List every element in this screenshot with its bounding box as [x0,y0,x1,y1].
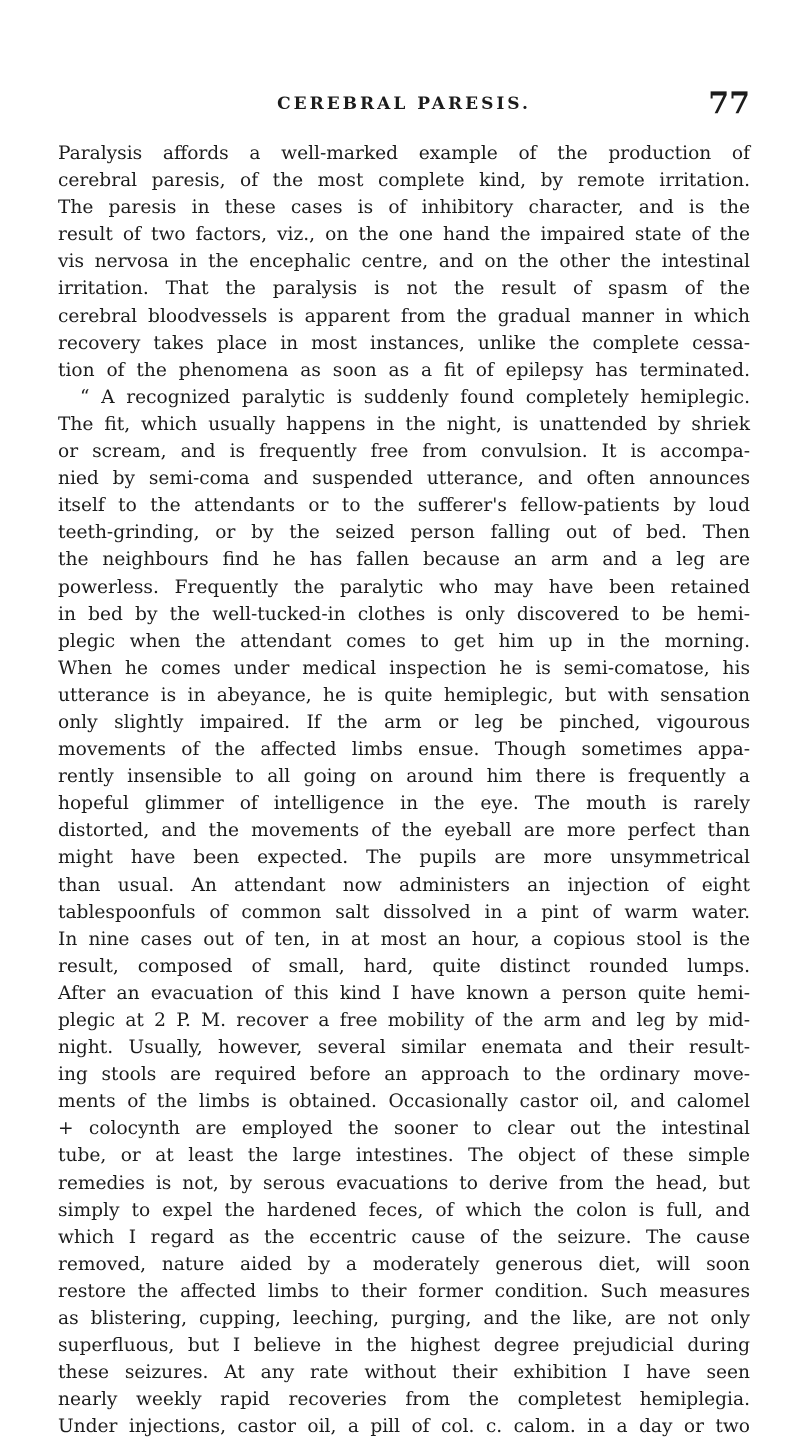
text-line: cerebral paresis, of the most complete kind, by remote irritation. [58,170,750,192]
text-line: removed, nature aided by a moderately generous diet, will soon [58,1253,750,1275]
text-line: in bed by the well-tucked-in clothes is only discovered to be hemi- [58,603,750,625]
text-line: recovery takes place in most instances, unlike the complete cessa- [58,332,750,354]
text-line: tube, or at least the large intestines. The object of these simple [58,1145,750,1167]
text-line: as blistering, cupping, leeching, purging, and the like, are not only [58,1308,750,1330]
text-line: itself to the attendants or to the sufferer's fellow-patients by loud [58,495,750,517]
text-line: these seizures. At any rate without their exhibition I have seen [58,1362,750,1384]
text-line: + colocynth are employed the sooner to clear out the intestinal [58,1118,750,1140]
text-line: only slightly impaired. If the arm or leg be pinched, vigourous [58,711,750,733]
text-line: When he comes under medical inspection he is semi-comatose, his [58,657,750,679]
text-line: movements of the affected limbs ensue. Though sometimes appa- [58,739,750,761]
text-line: remedies is not, by serous evacuations to derive from the head, but [58,1172,750,1194]
text-line: ing stools are required before an approach to the ordinary move- [58,1064,750,1086]
text-line: The paresis in these cases is of inhibitory character, and is the [58,197,750,219]
text-line: might have been expected. The pupils are more unsymmetrical [58,847,750,869]
text-line: After an evacuation of this kind I have known a person quite hemi- [58,982,750,1004]
text-line: result of two factors, viz., on the one hand the impaired state of the [58,224,750,246]
text-line: teeth-grinding, or by the seized person falling out of bed. Then [58,522,750,544]
text-line: distorted, and the movements of the eyeball are more perfect than [58,820,750,842]
page-number: 77 [708,86,750,121]
text-line: plegic when the attendant comes to get him up in the morning. [58,630,750,652]
text-line: ments of the limbs is obtained. Occasionally castor oil, and calomel [58,1091,750,1113]
text-line: rently insensible to all going on around him there is frequently a [58,766,750,788]
text-line: The fit, which usually happens in the night, is unattended by shriek [58,413,750,435]
text-line: nied by semi-coma and suspended utterance, and often announces [58,468,750,490]
text-line: In nine cases out of ten, in at most an hour, a copious stool is the [58,928,750,950]
text-line: superfluous, but I believe in the highest degree prejudicial during [58,1335,750,1357]
body-text [58,140,750,1441]
text-line: Paralysis affords a well-marked example of the production of [58,143,750,164]
text-line: the neighbours find he has fallen because an arm and a leg are [58,549,750,571]
running-title: CEREBRAL PARESIS. [277,94,531,114]
running-head [58,86,750,126]
text-line: powerless. Frequently the paralytic who may have been retained [58,576,750,598]
text-line: cerebral bloodvessels is apparent from the gradual manner in which [58,305,750,327]
text-line: result, composed of small, hard, quite distinct rounded lumps. [58,955,750,977]
text-line: Under injections, castor oil, a pill of col. c. calom. in a day or two [58,1416,750,1438]
text-line: simply to expel the hardened feces, of which the colon is full, and [58,1199,750,1221]
text-line: vis nervosa in the encephalic centre, and on the other the intestinal [58,251,750,273]
text-line: or scream, and is frequently free from convulsion. It is accompa- [58,441,750,463]
text-line: plegic at 2 P. M. recover a free mobility of the arm and leg by mid- [58,1010,750,1031]
text-line: nearly weekly rapid recoveries from the completest hemiplegia. [58,1389,750,1411]
text-line: tion of the phenomena as soon as a fit of epilepsy has terminated. [58,359,750,381]
text-line: irritation. That the paralysis is not the result of spasm of the [58,278,750,300]
text-line: tablespoonfuls of common salt dissolved in a pint of warm water. [58,901,750,923]
text-line: utterance is in abeyance, he is quite hemiplegic, but with sensation [58,684,750,706]
text-line: restore the affected limbs to their former condition. Such measures [58,1280,750,1302]
text-line: night. Usually, however, several similar enemata and their result- [58,1037,750,1059]
text-line: than usual. An attendant now administers an injection of eight [58,874,750,896]
text-line: hopeful glimmer of intelligence in the eye. The mouth is rarely [58,793,750,815]
text-line: which I regard as the eccentric cause of the seizure. The cause [58,1226,750,1248]
quote-start-line: “ A recognized paralytic is suddenly found completely hemiplegic. [80,386,750,408]
